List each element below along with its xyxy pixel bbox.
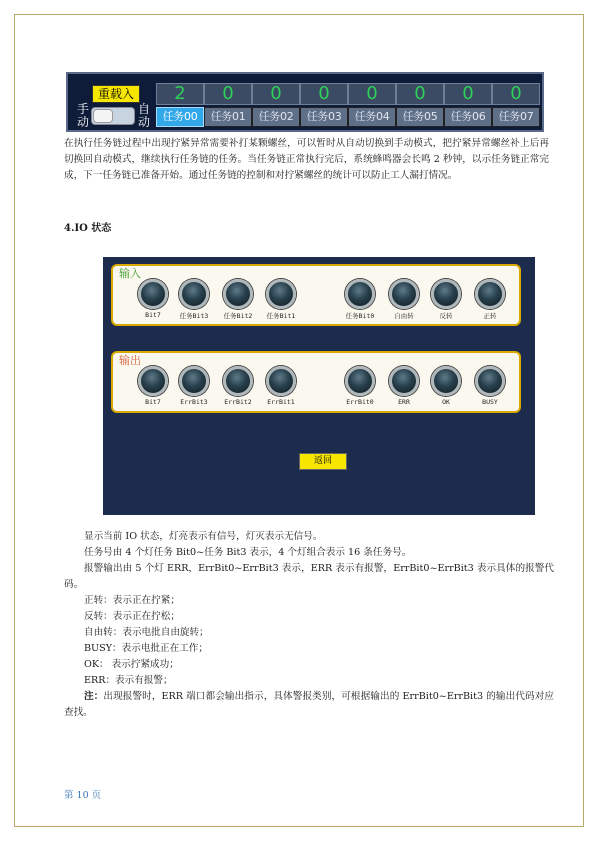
output-lamp-busy [475,366,505,396]
io-status-panel [103,257,535,515]
task-button-05[interactable]: 任务05 [396,107,444,127]
task-slot-00 [156,83,204,127]
output-lamp-errbit0 [345,366,375,396]
output-lamp-label: ErrBit2 [224,398,252,406]
output-lamp-errbit2 [223,366,253,396]
note-label: 注： [84,691,104,702]
task-slot-01 [204,83,252,127]
back-button[interactable]: 返回 [299,453,347,470]
task-button-07[interactable]: 任务07 [492,107,540,127]
task-count: 0 [252,83,300,105]
task-button-00[interactable]: 任务00 [156,107,204,127]
description-line: 自由转：表示电批自由旋转； [84,627,209,638]
note-text: 出现报警时，ERR 端口都会输出指示，具体警报类别，可根据输出的 ErrBit0~ErrBit3 的输出代码对应查找。 [64,691,554,718]
auto-mode-label: 自动 [138,102,151,129]
mode-toggle-knob[interactable] [93,109,113,123]
manual-mode-label: 手动 [77,102,90,129]
output-lamp-ok [431,366,461,396]
input-group-title: 输入 [119,267,141,280]
description-line: BUSY：表示电批正在工作； [84,643,208,654]
output-group-title: 输出 [119,354,141,367]
task-button-04[interactable]: 任务04 [348,107,396,127]
mode-toggle[interactable] [91,107,135,125]
task-button-02[interactable]: 任务02 [252,107,300,127]
task-button-03[interactable]: 任务03 [300,107,348,127]
input-lamp-label: 任务Bit1 [266,312,296,320]
input-lamp-bit7 [138,279,168,309]
output-lamp-bit7 [138,366,168,396]
input-lamp-label: 正转 [483,312,497,320]
description-line: 反转：表示正在拧松； [84,611,180,622]
section-heading: 4.IO 状态 [64,223,112,234]
task-count: 0 [204,83,252,105]
task-count: 2 [156,83,204,105]
input-lamp-label: 任务Bit0 [345,312,375,320]
input-lamp-forward [475,279,505,309]
output-lamp-err [389,366,419,396]
description-line: 显示当前 IO 状态，灯亮表示有信号，灯灭表示无信号。 [84,531,323,542]
input-lamp-free-spin [389,279,419,309]
input-lamp-label: 任务Bit2 [223,312,253,320]
output-lamp-label: Bit7 [145,398,161,406]
task-count: 0 [348,83,396,105]
input-lamp-label: 反转 [439,312,453,320]
output-lamp-errbit1 [266,366,296,396]
task-count: 0 [396,83,444,105]
task-button-01[interactable]: 任务01 [204,107,252,127]
description-line: 报警输出由 5 个灯 ERR，ErrBit0~ErrBit3 表示，ERR 表示有报警，ErrBit0~ErrBit3 表示具体的报警代码。 [64,563,554,590]
task-button-06[interactable]: 任务06 [444,107,492,127]
output-lamp-label: ErrBit3 [180,398,208,406]
io-description [64,529,554,721]
task-slot-07 [492,83,540,127]
input-lamp-label: 任务Bit3 [179,312,209,320]
output-lamp-label: ErrBit0 [346,398,374,406]
task-chain-panel [66,72,544,132]
output-lamp-label: BUSY [482,398,498,406]
input-lamp-task-bit0 [345,279,375,309]
input-lamp-task-bit3 [179,279,209,309]
task-count: 0 [444,83,492,105]
task-slot-05 [396,83,444,127]
page-number: 第 10 页 [64,790,102,801]
task-slot-03 [300,83,348,127]
task-count: 0 [300,83,348,105]
input-lamp-reverse [431,279,461,309]
task-slot-06 [444,83,492,127]
input-group [111,264,521,326]
task-slot-02 [252,83,300,127]
input-lamp-label: 自由转 [394,312,414,320]
task-slot-04 [348,83,396,127]
description-line: 任务号由 4 个灯任务 Bit0~任务 Bit3 表示，4 个灯组合表示 16 条任务号。 [84,547,412,558]
input-lamp-label: Bit7 [145,311,161,319]
output-group [111,351,521,413]
description-line: OK： 表示拧紧成功； [84,659,179,670]
output-lamp-label: ErrBit1 [267,398,295,406]
output-lamp-errbit3 [179,366,209,396]
description-line: 正转：表示正在拧紧； [84,595,180,606]
output-lamp-label: ERR [398,398,410,406]
input-lamp-task-bit1 [266,279,296,309]
note-paragraph [64,689,554,721]
output-lamp-label: OK [442,398,450,406]
description-line: ERR：表示有报警； [84,675,173,686]
task-chain-paragraph: 在执行任务链过程中出现拧紧异常需要补打某颗螺丝，可以暂时从自动切换到手动模式，把拧紧异常螺丝补上后再切换回自动模式，继续执行任务链的任务。当任务链正常执行完后，系统蜂鸣器会长鸣 2 秒钟，以示任务链正常完成，下一任务链已准备开始。通过任务链的控制和对拧紧螺丝的统计可以防止工人漏打情况。 [64,138,549,181]
task-count: 0 [492,83,540,105]
input-lamp-task-bit2 [223,279,253,309]
reload-button[interactable]: 重载入 [92,85,140,103]
